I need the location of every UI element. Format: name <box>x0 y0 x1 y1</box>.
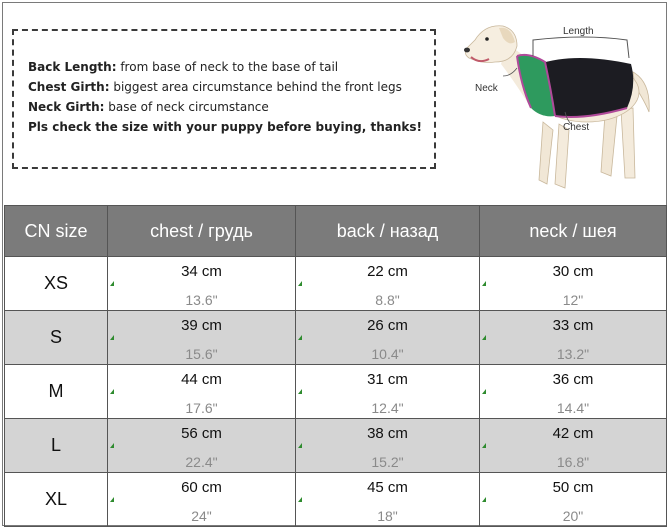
tick-mark <box>298 335 302 340</box>
tick-mark <box>298 497 302 502</box>
tick-mark <box>482 281 486 286</box>
size-cell: XS <box>5 257 108 311</box>
size-cell: XL <box>5 473 108 527</box>
chest-cm: 39 cm <box>181 316 222 334</box>
neck-inch: 16.8" <box>556 453 590 470</box>
chest-girth-line <box>28 77 434 97</box>
neck-cell <box>480 419 667 473</box>
back-cell <box>296 365 480 419</box>
table-row <box>5 365 667 419</box>
back-inch: 10.4" <box>371 345 404 362</box>
tick-mark <box>110 335 114 340</box>
back-length-line <box>28 57 434 77</box>
neck-inch: 20" <box>562 507 584 524</box>
chest-inch: 13.6" <box>185 291 218 308</box>
neck-cell <box>480 257 667 311</box>
check-size-note: Pls check the size with your puppy before buying, thanks! <box>28 120 423 134</box>
chest-cell <box>108 473 296 527</box>
chest-inch: 17.6" <box>185 399 218 416</box>
neck-girth-desc: base of neck circumstance <box>104 100 269 114</box>
neck-inch: 14.4" <box>556 399 590 416</box>
tick-mark <box>110 389 114 394</box>
back-length-desc: from base of neck to the base of tail <box>116 60 339 74</box>
neck-cell <box>480 365 667 419</box>
back-cm: 22 cm <box>367 262 408 280</box>
chest-inch: 24" <box>191 507 212 524</box>
tick-mark <box>482 389 486 394</box>
tick-mark <box>110 281 114 286</box>
back-inch: 8.8" <box>375 291 400 308</box>
header-back: back / назад <box>296 206 480 257</box>
neck-cm: 42 cm <box>552 424 594 442</box>
chest-cell <box>108 419 296 473</box>
size-chart-table <box>4 205 667 527</box>
chest-girth-term: Chest Girth: <box>28 80 110 94</box>
chest-cell <box>108 365 296 419</box>
back-length-term: Back Length: <box>28 60 117 74</box>
neck-inch: 13.2" <box>556 345 590 362</box>
back-cell <box>296 473 480 527</box>
size-cell: S <box>5 311 108 365</box>
neck-cm: 33 cm <box>552 316 594 334</box>
back-inch: 18" <box>377 507 398 524</box>
dog-measurement-diagram <box>455 12 665 197</box>
tick-mark <box>110 497 114 502</box>
back-cm: 38 cm <box>367 424 408 442</box>
chest-label: Chest <box>563 122 590 133</box>
neck-cm: 36 cm <box>552 370 594 388</box>
neck-label: Neck <box>475 83 498 94</box>
chest-cm: 44 cm <box>181 370 222 388</box>
tick-mark <box>298 389 302 394</box>
neck-girth-line <box>28 97 434 117</box>
back-inch: 15.2" <box>371 453 404 470</box>
neck-cm: 30 cm <box>552 262 594 280</box>
chest-inch: 22.4" <box>185 453 218 470</box>
table-row <box>5 473 667 527</box>
chest-cell <box>108 311 296 365</box>
table-header-row <box>5 206 667 257</box>
tick-mark <box>482 335 486 340</box>
tick-mark <box>482 443 486 448</box>
neck-cell <box>480 311 667 365</box>
measurement-info-box <box>12 29 436 169</box>
length-label: Length <box>563 26 594 37</box>
table-row <box>5 311 667 365</box>
back-cm: 45 cm <box>367 478 408 496</box>
back-inch: 12.4" <box>371 399 404 416</box>
chest-cm: 56 cm <box>181 424 222 442</box>
neck-inch: 12" <box>562 291 584 308</box>
chest-cm: 34 cm <box>181 262 222 280</box>
size-cell: M <box>5 365 108 419</box>
back-cell <box>296 257 480 311</box>
tick-mark <box>110 443 114 448</box>
header-chest: chest / грудь <box>108 206 296 257</box>
back-cell <box>296 419 480 473</box>
neck-cm: 50 cm <box>552 478 594 496</box>
neck-cell <box>480 473 667 527</box>
chest-inch: 15.6" <box>185 345 218 362</box>
header-neck: neck / шея <box>480 206 667 257</box>
tick-mark <box>482 497 486 502</box>
table-row <box>5 257 667 311</box>
chest-cell <box>108 257 296 311</box>
chest-cm: 60 cm <box>181 478 222 496</box>
tick-mark <box>298 443 302 448</box>
tick-mark <box>298 281 302 286</box>
header-size: CN size <box>5 206 108 257</box>
dog-illustration <box>455 12 665 197</box>
size-cell: L <box>5 419 108 473</box>
back-cell <box>296 311 480 365</box>
chest-girth-desc: biggest area circumstance behind the front legs <box>109 80 402 94</box>
back-cm: 31 cm <box>367 370 408 388</box>
table-row <box>5 419 667 473</box>
back-cm: 26 cm <box>367 316 408 334</box>
neck-girth-term: Neck Girth: <box>28 100 105 114</box>
